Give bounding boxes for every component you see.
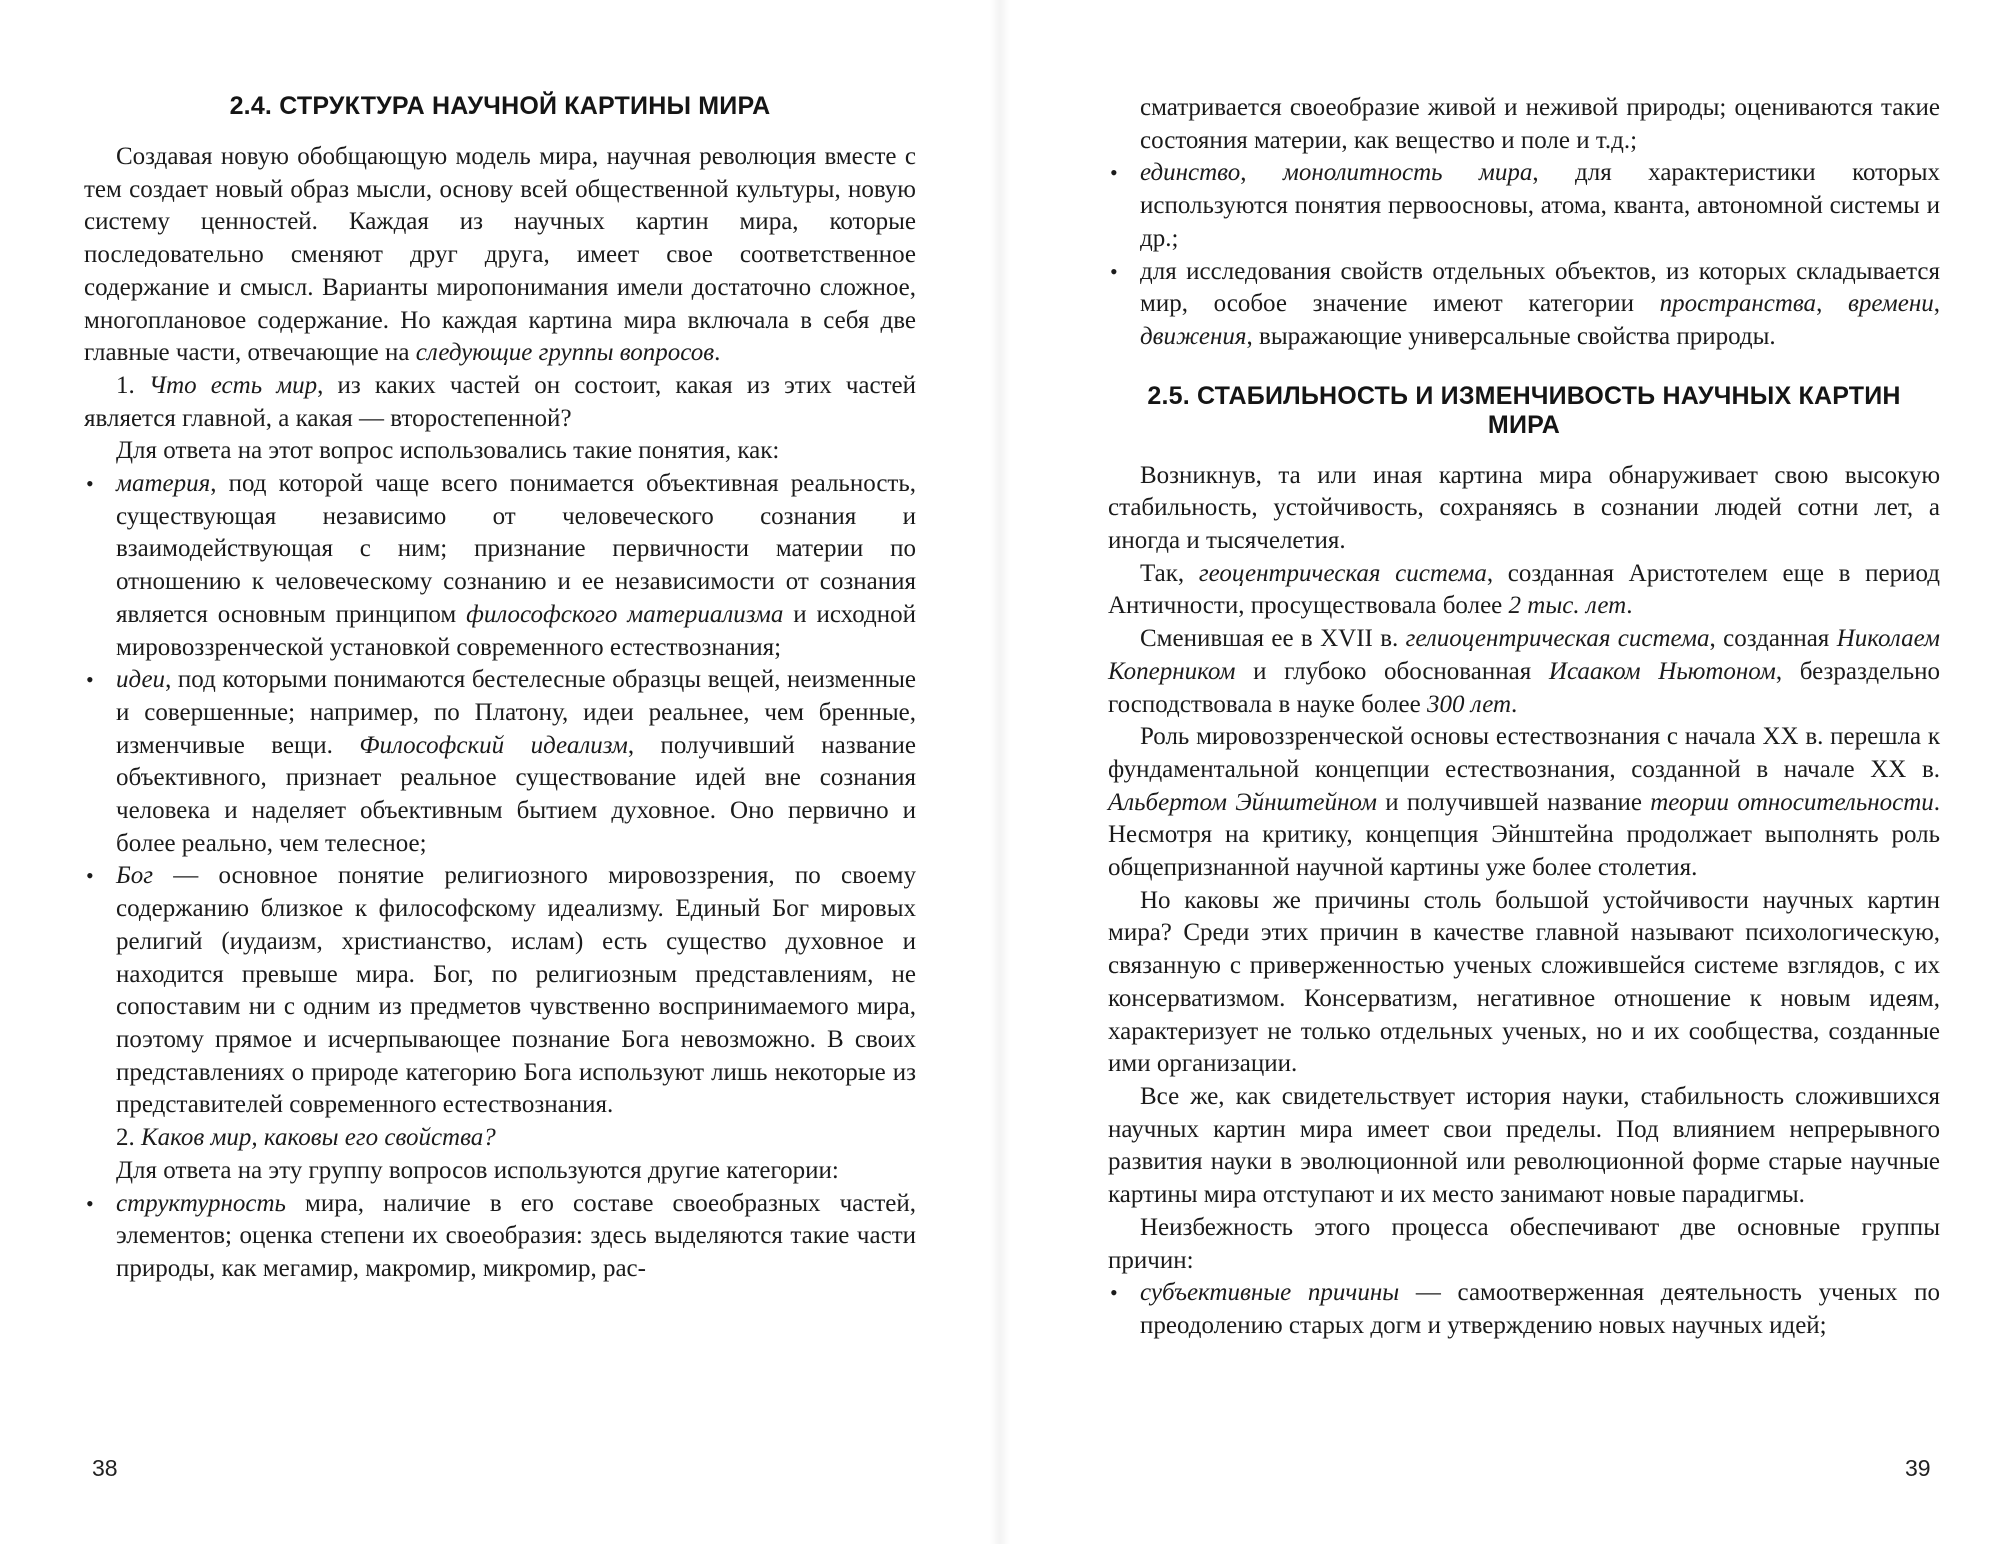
page-number-right: 39 (1905, 1455, 1931, 1481)
question-1: 1. Что есть мир, из каких частей он состоит, какая из этих частей является главной, а какая — второстепенной? (84, 371, 916, 432)
left-text-column (84, 92, 916, 1286)
paragraph-relativity: Роль мировоззренческой основы естествознания с начала XX в. перешла к фундаментальной концепции естествознания, созданной в начале XX в. Альбертом Эйнштейном и получившей название теории относительности. Несмотря на критику, концепция Эйнштейна продолжает выполнять роль общепризнанной научной картины уже более столетия. (1108, 723, 1940, 882)
paragraph-heliocentric: Сменившая ее в XVII в. гелиоцентрическая система, созданная Николаем Коперником и глубоко обоснованная Исааком Ньютоном, безраздельно господствовала в науке более 300 лет. (1108, 625, 1940, 718)
paragraph-two-groups: Неизбежность этого процесса обеспечивают две основные группы причин: (1108, 1213, 1940, 1274)
paragraph-categories: Для ответа на эту группу вопросов используются другие категории: (116, 1156, 839, 1184)
right-page (1000, 0, 2000, 1544)
categories-list-continued (1108, 92, 1940, 354)
list-item-ideas: • идеи, под которыми понимаются бестелесные образцы вещей, неизменные и совершенные; например, по Платону, идеи реальнее, чем бренные, изменчивые вещи. Философский идеализм, получивший название объективного, признает реальное существование идей вне сознания человека и наделяет объективным бытием духовное. Оно первично и более реально, чем телесное; (84, 664, 916, 860)
list-item-structure: • структурность мира, наличие в его составе своеобразных частей, элементов; оценка степени их своеобразия: здесь выделяются такие части природы, как мегамир, макромир, микромир, рас- (84, 1188, 916, 1286)
list-item-space-time: • для исследования свойств отдельных объектов, из которых складывается мир, особое значение имеют категории пространства, времени, движения, выражающие универсальные свойства природы. (1108, 256, 1940, 354)
reasons-list (1108, 1277, 1940, 1342)
paragraph-geocentric: Так, геоцентрическая система, созданная Аристотелем еще в период Античности, просуществовала более 2 тыс. лет. (1108, 559, 1941, 620)
right-text-column (1108, 92, 1940, 1343)
question-2: 2. Каков мир, каковы его свойства? (116, 1124, 496, 1152)
list-item-god: • Бог — основное понятие религиозного мировоззрения, по своему содержанию близкое к философскому идеализму. Единый Бог мировых религий (иудаизм, христианство, ислам) есть существо духовное и находится превыше мира. Бог, по религиозным представлениям, не сопоставим ни с одним из предметов чувственно воспринимаемого мира, поэтому прямое и исчерпывающее познание Бога невозможно. В своих представлениях о природе категорию Бога используют лишь некоторые из представителей современного естествознания. (84, 860, 916, 1122)
list-item-subjective: • субъективные причины — самоотверженная деятельность ученых по преодолению старых догм и утверждению новых научных идей; (1108, 1277, 1940, 1342)
list-item-matter: • материя, под которой чаще всего понимается объективная реальность, существующая независимо от человеческого сознания и взаимодействующая с ним; признание первичности материи по отношению к человеческому сознанию и ее независимости от сознания является основным принципом философского материализма и исходной мировоззренческой установкой современного естествознания; (84, 468, 916, 664)
paragraph-intro: Создавая новую обобщающую модель мира, научная революция вместе с тем создает новый образ мысли, основу всей общественной культуры, новую систему ценностей. Каждая из научных картин мира, которые последовательно сменяют друг друга, имеет свое соответственное содержание и смысл. Варианты миропонимания имели достаточно сложное, многоплановое содержание. Но каждая картина мира включала в себя две главные части, отвечающие на следующие группы вопросов. (84, 143, 916, 367)
concepts-list (84, 468, 916, 1122)
paragraph-reasons: Но каковы же причины столь большой устойчивости научных картин мира? Среди этих причин в качестве главной называют психологическую, связанную с приверженностью ученых сложившейся системе взглядов, с их консерватизмом. Консерватизм, негативное отношение к новым идеям, характеризует не только отдельных ученых, но и их сообщества, созданные ими организации. (1108, 886, 1940, 1078)
section-heading-2-5: 2.5. СТАБИЛЬНОСТЬ И ИЗМЕНЧИВОСТЬ НАУЧНЫХ КАРТИН МИРА (1147, 381, 1901, 439)
paragraph-limits: Все же, как свидетельствует история науки, стабильность сложившихся научных картин мира имеет свои пределы. Под влиянием непрерывного развития науки в эволюционной или революционной форме старые научные картины мира отступают и их место занимают новые парадигмы. (1108, 1082, 1940, 1209)
page-number-left: 38 (92, 1455, 118, 1481)
list-item-unity: • единство, монолитность мира, для характеристики которых используются понятия первоосновы, атома, кванта, автономной системы и др.; (1108, 157, 1940, 255)
list-item-continuation: сматривается своеобразие живой и неживой природы; оцениваются такие состояния материи, как вещество и поле и т.д.; (1140, 94, 1940, 154)
paragraph-concepts: Для ответа на этот вопрос использовались такие понятия, как: (116, 437, 780, 465)
categories-list (84, 1188, 916, 1286)
paragraph-stability: Возникнув, та или иная картина мира обнаруживает свою высокую стабильность, устойчивость, сохраняясь в сознании людей сотни лет, а иногда и тысячелетия. (1108, 461, 1940, 555)
section-heading-2-4: 2.4. СТРУКТУРА НАУЧНОЙ КАРТИНЫ МИРА (229, 92, 771, 120)
